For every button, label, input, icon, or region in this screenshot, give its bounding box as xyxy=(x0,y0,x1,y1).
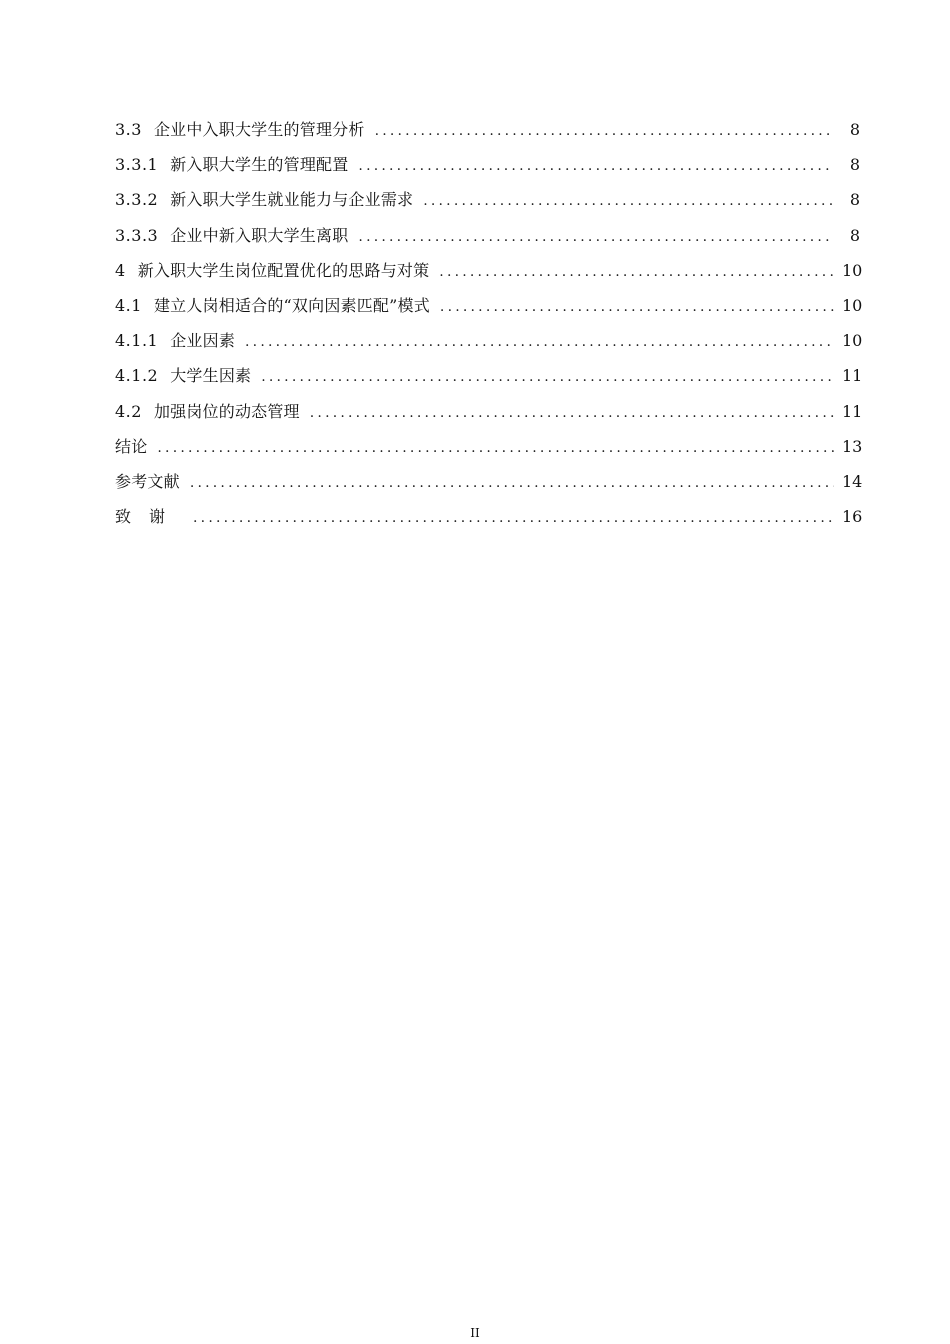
toc-entry-title: 新入职大学生岗位配置优化的思路与对策 xyxy=(137,260,430,280)
toc-entry[interactable] xyxy=(115,147,860,182)
toc-entry-page: 14 xyxy=(842,471,863,491)
toc-entry[interactable] xyxy=(115,182,860,217)
toc-leader-dots xyxy=(440,290,834,325)
toc-entry-number: 3.3.1 xyxy=(115,155,159,175)
toc-entry-title: 企业中入职大学生的管理分析 xyxy=(153,120,365,139)
toc-entry-number: 4.1.1 xyxy=(115,331,159,351)
toc-entry-number: 4.2 xyxy=(115,401,142,421)
toc-entry-number: 4 xyxy=(115,260,126,280)
toc-entry-title: 新入职大学生就业能力与企业需求 xyxy=(170,190,414,210)
toc-leader-dots xyxy=(157,431,834,466)
toc-entry-number: 4.1 xyxy=(115,295,142,315)
toc-entry-page: 8 xyxy=(849,225,860,245)
toc-entry-title: 企业因素 xyxy=(170,331,236,351)
toc-entry[interactable] xyxy=(115,323,863,358)
toc-leader-dots xyxy=(245,325,834,360)
toc-entry-number: 3.3 xyxy=(115,120,142,139)
toc-entry[interactable] xyxy=(115,218,860,253)
toc-entry[interactable] xyxy=(115,499,863,534)
toc-entry-number: 4.1.2 xyxy=(115,366,159,386)
toc-leader-dots xyxy=(190,466,834,501)
toc-entry[interactable] xyxy=(115,112,860,147)
toc-leader-dots xyxy=(439,255,834,290)
toc-entry[interactable] xyxy=(115,394,863,429)
toc-entry-title: 企业中新入职大学生离职 xyxy=(170,225,349,245)
toc-entry-page: 11 xyxy=(842,401,863,421)
toc-entry[interactable] xyxy=(115,429,863,464)
toc-entry-title: 加强岗位的动态管理 xyxy=(153,401,300,421)
toc-leader-dots xyxy=(193,501,834,536)
toc-entry[interactable] xyxy=(115,253,863,288)
toc-leader-dots xyxy=(375,114,834,149)
toc-entry-title: 大学生因素 xyxy=(170,366,252,386)
toc-entry-number: 3.3.2 xyxy=(115,190,159,210)
toc-entry-page: 13 xyxy=(842,436,863,456)
toc-entry[interactable] xyxy=(115,464,863,499)
toc-entry-page: 11 xyxy=(842,366,863,386)
toc-leader-dots xyxy=(310,396,834,431)
toc-entry-page: 8 xyxy=(849,120,860,139)
toc-entry-title: 参考文献 xyxy=(115,471,180,491)
toc-entry-page: 10 xyxy=(842,295,863,315)
toc-leader-dots xyxy=(423,184,834,219)
toc-entry-title: 建立人岗相适合的“双向因素匹配”模式 xyxy=(153,295,430,315)
toc-entry-page: 8 xyxy=(849,190,860,210)
toc-leader-dots xyxy=(358,220,834,255)
toc-entry-number: 3.3.3 xyxy=(115,225,159,245)
table-of-contents xyxy=(115,112,863,534)
toc-entry[interactable] xyxy=(115,358,863,393)
toc-entry-page: 10 xyxy=(842,260,863,280)
toc-entry-page: 8 xyxy=(849,155,860,175)
toc-entry-page: 16 xyxy=(842,507,863,527)
toc-entry-title: 致谢 xyxy=(115,507,184,527)
toc-entry-page: 10 xyxy=(842,331,863,351)
page-number: II xyxy=(470,1326,480,1340)
toc-leader-dots xyxy=(358,149,834,184)
toc-entry-title: 新入职大学生的管理配置 xyxy=(170,155,349,175)
toc-leader-dots xyxy=(261,360,834,395)
toc-entry-title: 结论 xyxy=(115,436,148,456)
toc-entry[interactable] xyxy=(115,288,863,323)
